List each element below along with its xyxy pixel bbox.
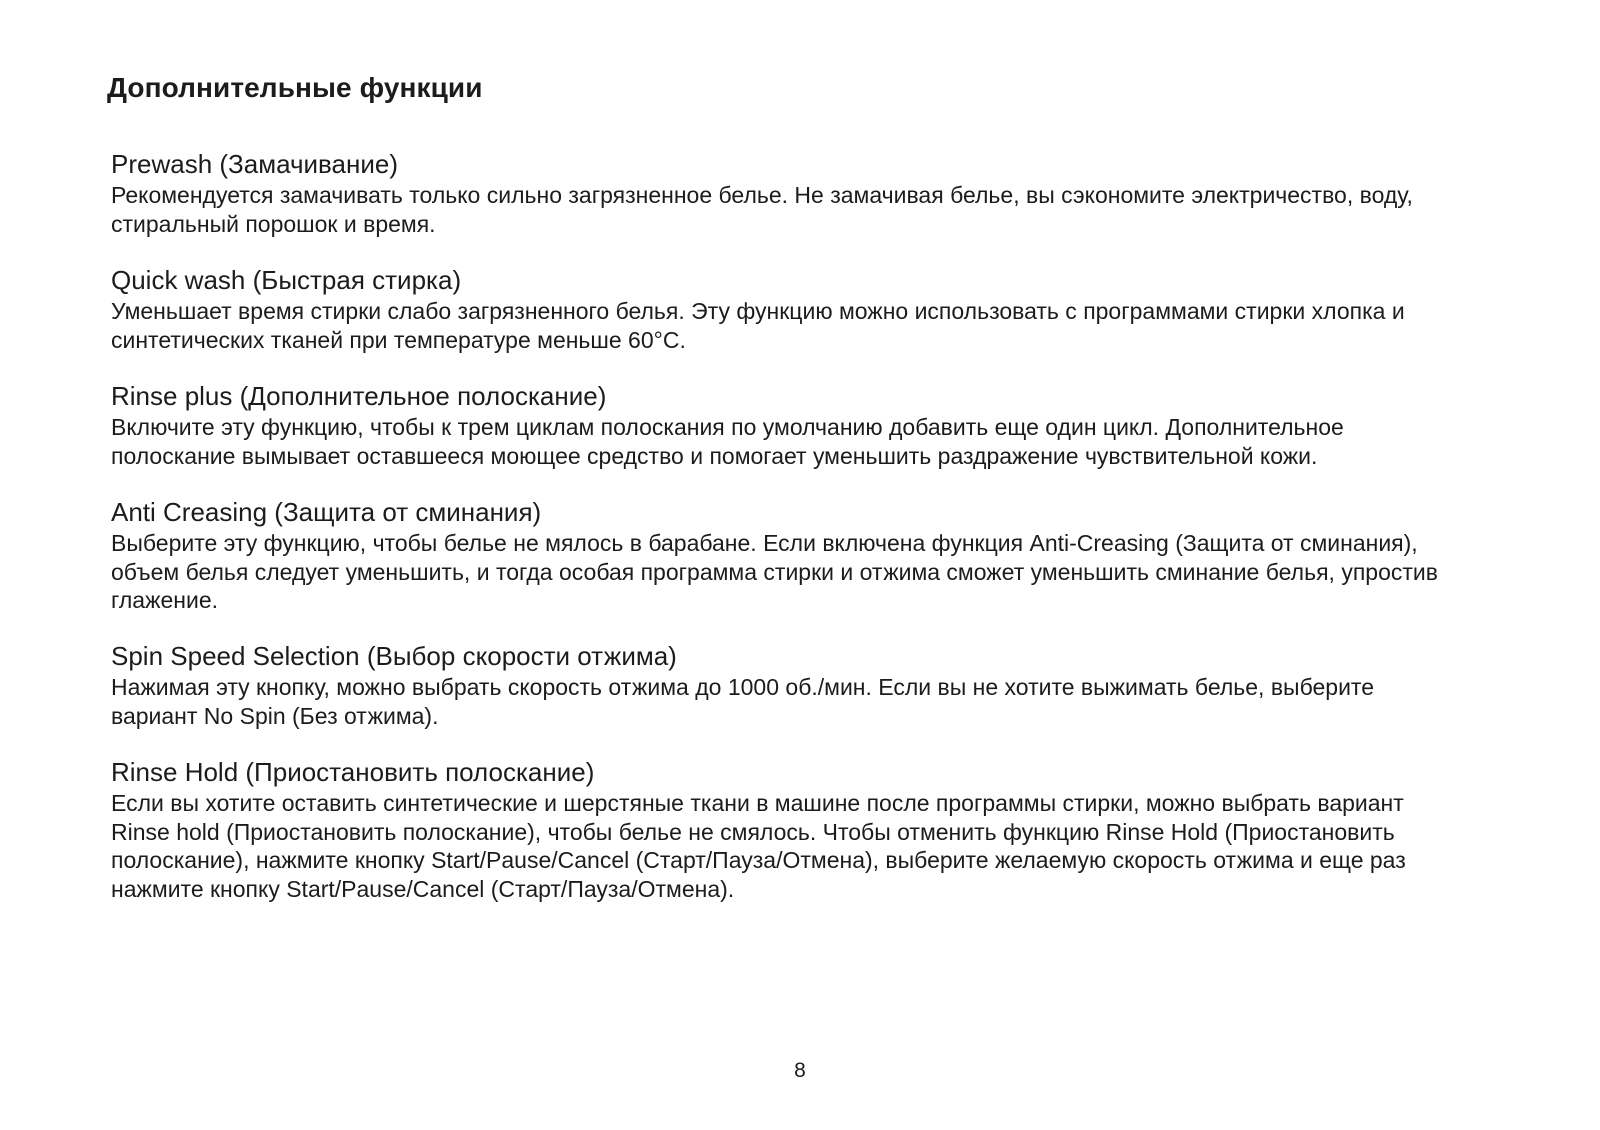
- section-quick-wash: [111, 263, 1441, 354]
- section-prewash: [111, 147, 1441, 238]
- section-heading: Anti Creasing (Защита от сминания): [111, 497, 542, 527]
- section-rinse-hold: [111, 755, 1441, 903]
- page-number: 8: [794, 1059, 806, 1082]
- section-heading: Rinse Hold (Приостановить полоскание): [111, 757, 595, 787]
- section-spin-speed: [111, 639, 1441, 730]
- section-text: Включите эту функцию, чтобы к трем циклам полоскания по умолчанию добавить еще один цикл. Дополнительное полоскание вымывает оставшееся моющее средство и помогает уменьшить раздражение чувствительной кожи.: [111, 414, 1344, 469]
- section-text: Рекомендуется замачивать только сильно загрязненное белье. Не замачивая белье, вы сэкономите электричество, воду, стиральный порошок и время.: [111, 182, 1413, 237]
- section-text: Уменьшает время стирки слабо загрязненного белья. Эту функцию можно использовать с программами стирки хлопка и синтетических тканей при температуре меньше 60°C.: [111, 298, 1405, 353]
- section-text: Если вы хотите оставить синтетические и шерстяные ткани в машине после программы стирки, можно выбрать вариант Rinse hold (Приостановить полоскание), чтобы белье не смялось. Чтобы отменить функцию Rinse Hold (Приостановить полоскание), нажмите кнопку Start/Pause/Cancel (Старт/Пауза/Отмена), выберите желаемую скорость отжима и еще раз нажмите кнопку Start/Pause/Cancel (Старт/Пауза/Отмена).: [111, 790, 1406, 902]
- section-anti-creasing: [111, 495, 1441, 615]
- page-title: Дополнительные функции: [107, 72, 483, 103]
- section-rinse-plus: [111, 379, 1441, 470]
- section-text: Нажимая эту кнопку, можно выбрать скорость отжима до 1000 об./мин. Если вы не хотите выжимать белье, выберите вариант No Spin (Без отжима).: [111, 674, 1374, 729]
- section-heading: Prewash (Замачивание): [111, 149, 399, 179]
- section-heading: Rinse plus (Дополнительное полоскание): [111, 381, 607, 411]
- section-text: Выберите эту функцию, чтобы белье не мялось в барабане. Если включена функция Anti-Creasing (Защита от сминания), объем белья следует уменьшить, и тогда особая программа стирки и отжима сможет уменьшить сминание белья, упростив глажение.: [111, 530, 1438, 613]
- section-heading: Quick wash (Быстрая стирка): [111, 265, 462, 295]
- section-heading: Spin Speed Selection (Выбор скорости отжима): [111, 641, 677, 671]
